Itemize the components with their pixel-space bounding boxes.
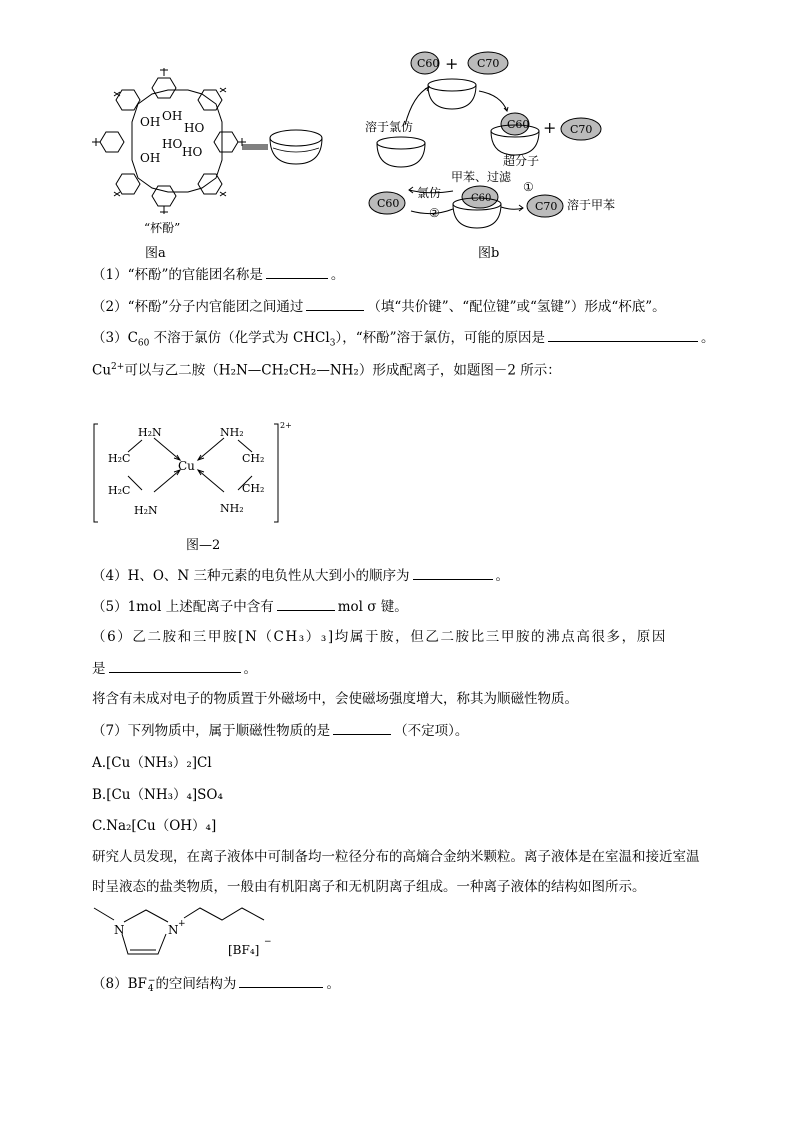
answer-blank[interactable] — [306, 297, 364, 311]
oh-label: OH — [140, 115, 161, 129]
figure-a-caption: 图a — [145, 246, 166, 261]
question-2: （2）“杯酚”分子内官能团之间通过 （填“共价键”、“配位键”或“氢键”）形成“杯底”。 — [92, 299, 666, 315]
figure-2-caption: 图—2 — [186, 538, 221, 553]
dissolve-toluene-label: 溶于甲苯 — [567, 198, 616, 212]
c60-label: C60 — [377, 197, 400, 210]
nh2-top-label: NH₂ — [220, 426, 244, 439]
question-5: （5）1mol 上述配离子中含有 mol σ 键。 — [92, 599, 408, 615]
figure-a-name: “杯酚” — [144, 221, 181, 235]
toluene-filter-label: 甲苯、过滤 — [451, 170, 512, 184]
option-a[interactable]: A.[Cu（NH₃）₂]Cl — [92, 755, 212, 771]
anion-charge: − — [264, 937, 272, 947]
cation-plus: + — [178, 919, 186, 929]
plus-sign: + — [445, 54, 459, 73]
answer-blank[interactable] — [333, 721, 391, 735]
question-2-text: （2）“杯酚”分子内官能团之间通过 — [92, 299, 304, 315]
question-1-text: （1）“杯酚”的官能团名称是 — [92, 267, 263, 283]
answer-blank[interactable] — [277, 597, 335, 611]
intro-ionic-liquid-line1: 研究人员发现，在离子液体中可制备均一粒径分布的高熵合金纳米颗粒。离子液体是在室温和接近室温 — [92, 849, 700, 865]
answer-blank[interactable] — [109, 659, 241, 673]
figure-b-caption: 图b — [478, 246, 500, 261]
question-3: $(3)C_{60}$ 不溶于氯仿（化学式为 CHCl$_3$），“杯酚”溶于氯仿，可能的原因是 。 — [92, 330, 715, 349]
dissolve-chloroform-label: 溶于氯仿 — [365, 120, 414, 134]
figure-2-cu-complex — [92, 418, 292, 528]
c70-label: C70 — [570, 123, 593, 136]
bf4-formula: BF − 4 — [127, 975, 156, 994]
ch2-right-top-label: CH₂ — [242, 452, 265, 465]
question-6-line2: 是 。 — [92, 661, 257, 677]
ch2-right-bottom-label: CH₂ — [242, 482, 265, 495]
oh-label: OH — [140, 151, 161, 165]
answer-blank[interactable] — [239, 974, 323, 988]
c70-label: C70 — [477, 57, 500, 70]
charge-label: 2+ — [280, 421, 292, 430]
h2n-top-label: H₂N — [138, 426, 162, 439]
question-1: （1）“杯酚”的官能团名称是 。 — [92, 267, 345, 283]
intro-cu-complex: $Cu^{2+}$可以与乙二胺（H₂N—CH₂CH₂—NH₂）形成配离子，如题图－2 所示： — [92, 362, 561, 379]
answer-blank[interactable] — [413, 566, 493, 580]
chloroform-label: 氯仿 — [417, 186, 442, 200]
figure-a-calixarene — [92, 66, 342, 241]
c60-label: C60 — [417, 57, 440, 70]
ionic-liquid-structure — [92, 900, 292, 970]
intro-ionic-liquid-line2: 时呈液态的盐类物质，一般由有机阳离子和无机阴离子组成。一种离子液体的结构如图所示。 — [92, 879, 646, 895]
n-right-label: N — [168, 923, 179, 937]
figure-b-separation — [355, 45, 645, 250]
step1-label: ① — [523, 180, 534, 194]
answer-blank[interactable] — [266, 265, 328, 279]
intro-paramagnetic: 将含有未成对电子的物质置于外磁场中，会使磁场强度增大，称其为顺磁性物质。 — [92, 691, 578, 707]
nh2-bottom-label: NH₂ — [220, 502, 244, 515]
n-left-label: N — [114, 923, 125, 937]
cu-label: Cu — [178, 459, 195, 473]
supramolecule-label: 超分子 — [503, 154, 540, 168]
oh-label: HO — [182, 145, 203, 159]
question-7: （7）下列物质中，属于顺磁性物质的是 （不定项）。 — [92, 723, 469, 739]
anion-label: [BF₄] — [228, 943, 260, 957]
step2-label: ② — [429, 206, 440, 220]
c60-in-bowl-label: C60 — [507, 118, 530, 131]
option-b[interactable]: B.[Cu（NH₃）₄]SO₄ — [92, 787, 223, 803]
question-4: （4）H、O、N 三种元素的电负性从大到小的顺序为 。 — [92, 568, 510, 584]
h2n-bottom-label: H₂N — [134, 504, 158, 517]
c70-label: C70 — [535, 200, 558, 213]
ch2-left-bottom-label: H₂C — [108, 484, 131, 497]
answer-blank[interactable] — [548, 328, 698, 342]
option-c[interactable]: C.Na₂[Cu（OH）₄] — [92, 818, 217, 834]
c60-label: C60 — [471, 193, 492, 204]
ch2-left-top-label: H₂C — [108, 452, 131, 465]
oh-label: HO — [162, 137, 183, 151]
plus-sign: + — [543, 118, 557, 137]
oh-label: HO — [184, 121, 205, 135]
oh-label: OH — [162, 109, 183, 123]
question-6-line1: （6）乙二胺和三甲胺[N（CH₃）₃]均属于胺，但乙二胺比三甲胺的沸点高很多，原因 — [92, 629, 667, 645]
question-8: （8）BF − 4 的空间结构为 。 — [92, 975, 340, 994]
